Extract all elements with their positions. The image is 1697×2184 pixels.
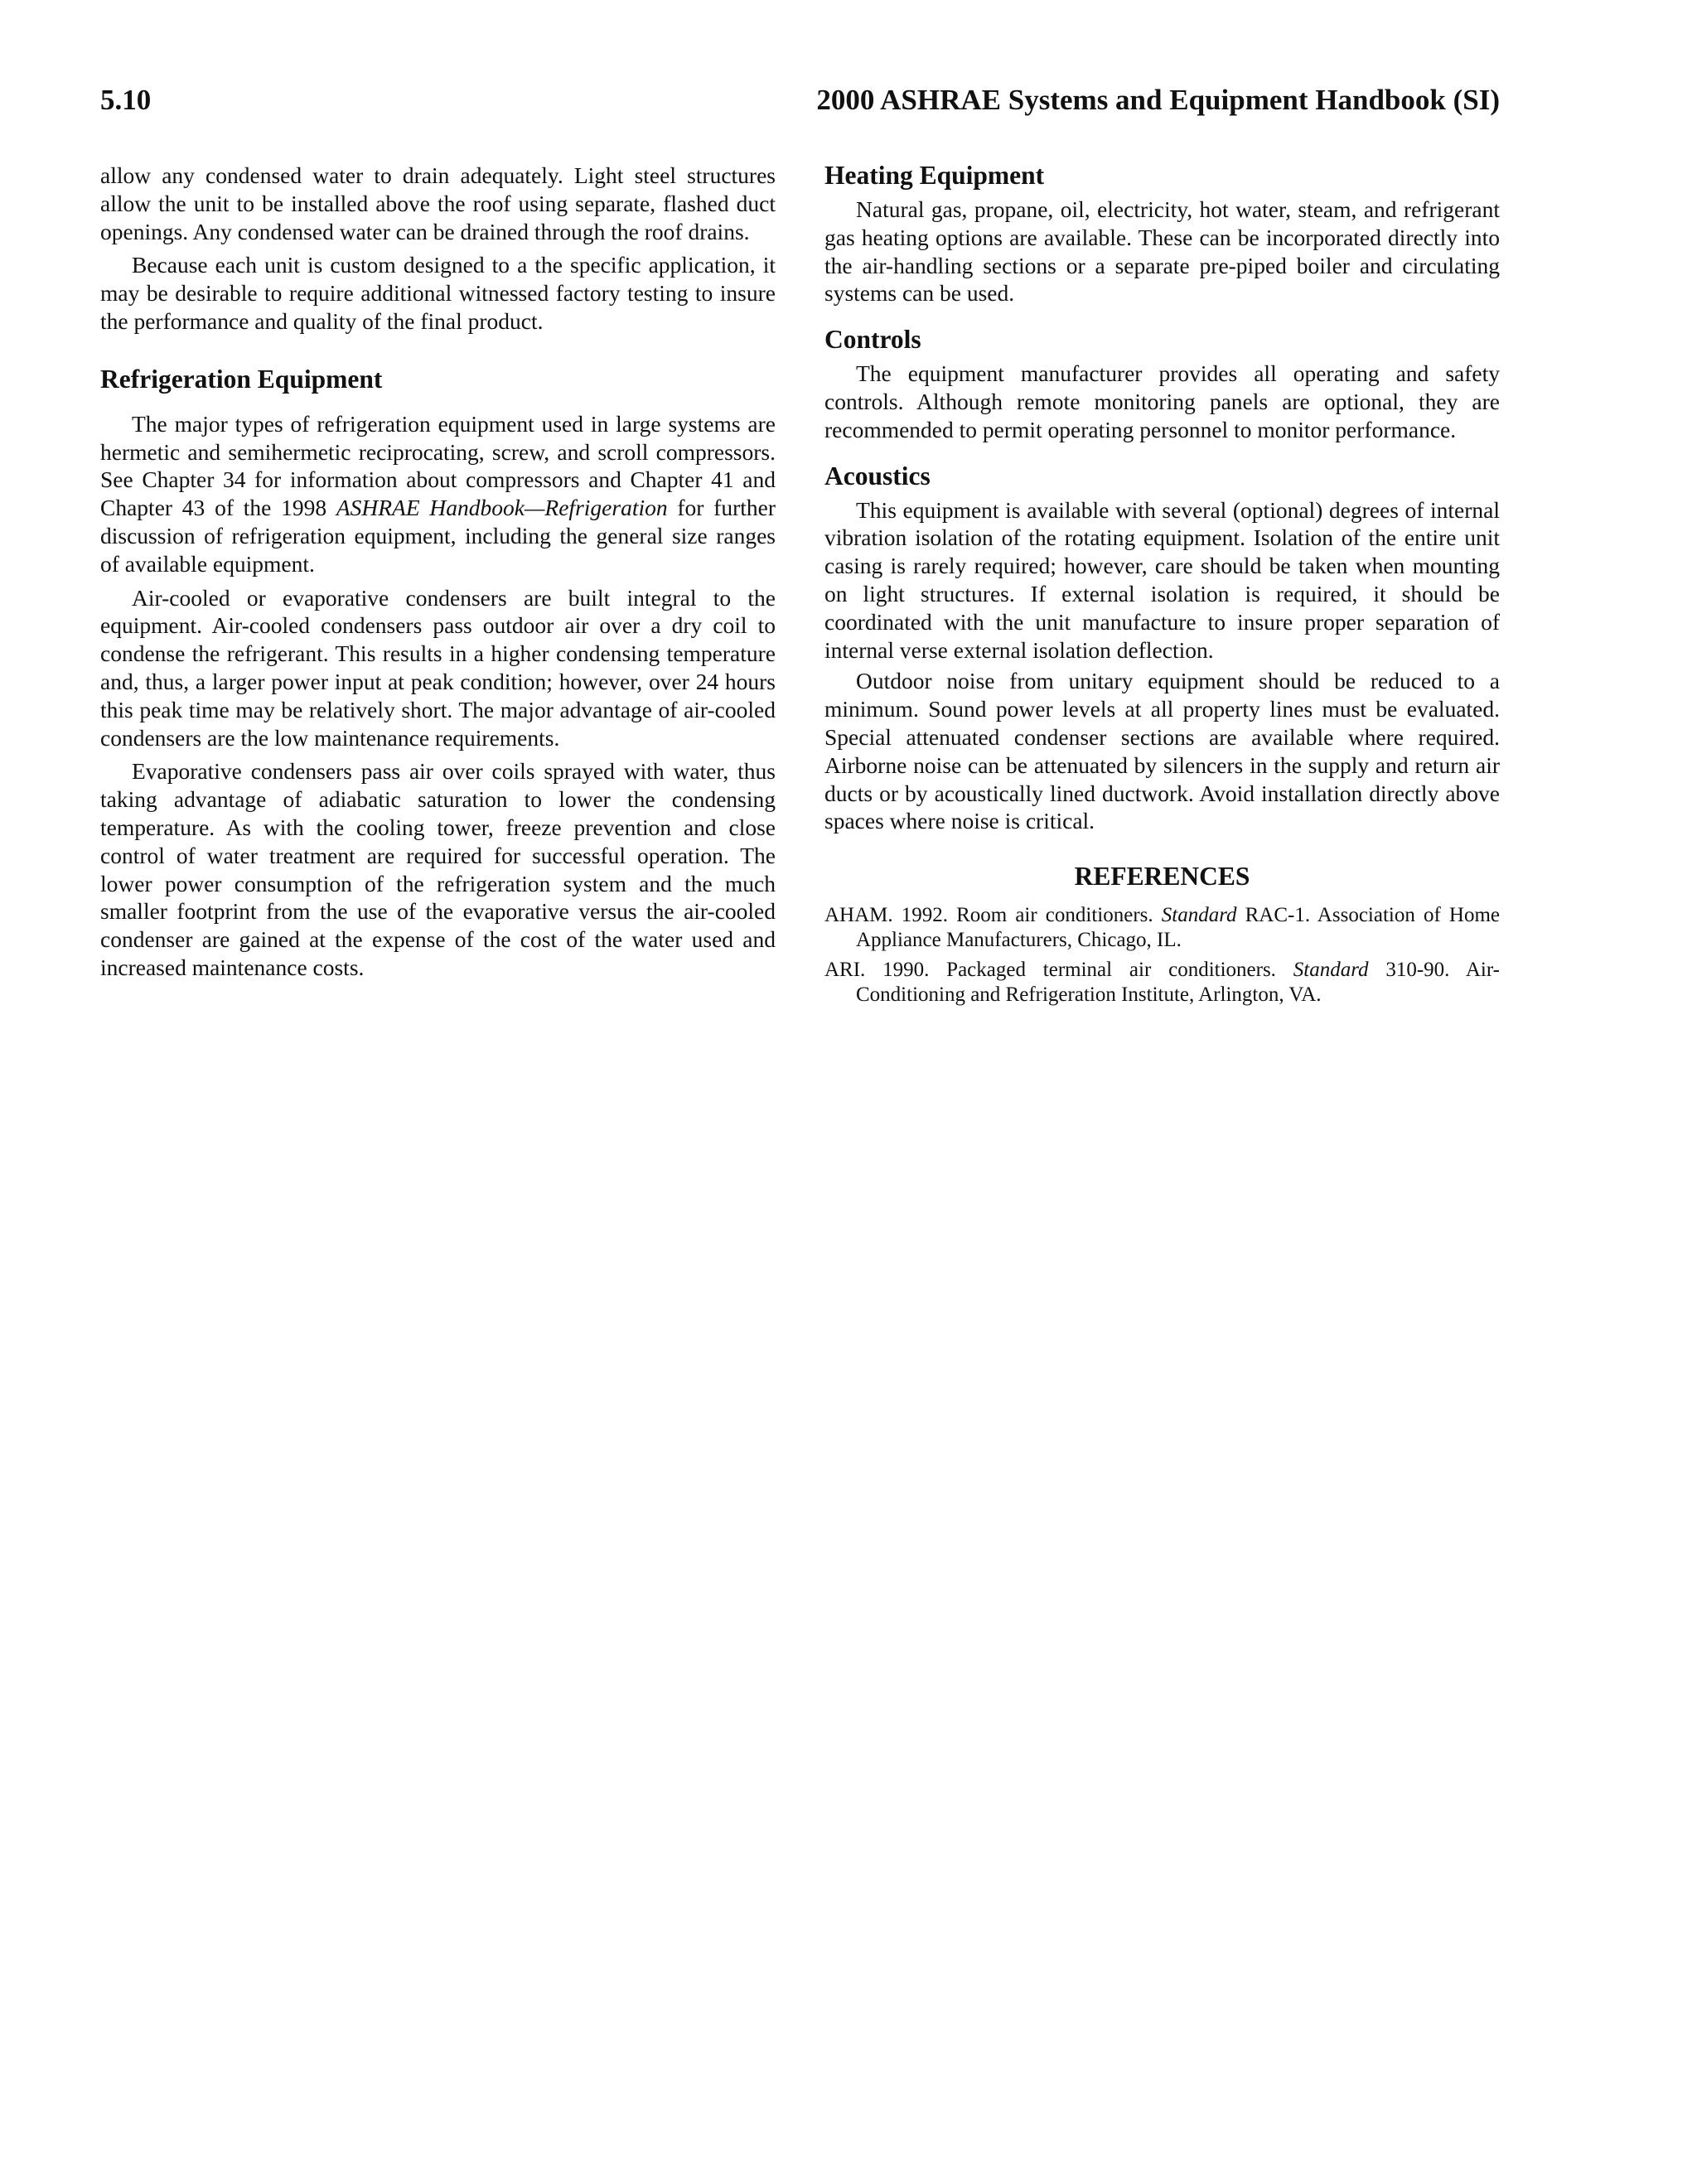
reference-text: AHAM. 1992. Room air conditioners. [824, 904, 1162, 927]
reference-italic: Standard [1293, 959, 1369, 982]
heading-acoustics: Acoustics [824, 461, 931, 490]
heading-heating-equipment: Heating Equipment [824, 161, 1045, 190]
paragraph-heating: Natural gas, propane, oil, electricity, hot water, steam, and refrigerant gas heating options are available. These can be incorporated directly into the air-handling sections or a separate pre-piped boiler and circulating systems can be used. [824, 196, 1500, 307]
refrigeration-text-part2: for further discussion of refrigeration equipment, including the general size ranges of available equipment. [100, 495, 776, 577]
paragraph-refrigeration-types [100, 410, 776, 578]
paragraph-custom-design: Because each unit is custom designed to a the specific application, it may be desirable to require additional witnessed factory testing to insure the performance and quality of the final product. [100, 252, 776, 334]
refrigeration-text-part1: The major types of refrigeration equipment used in large systems are hermetic and semihermetic reciprocating, screw, and scroll compressors. See Chapter 34 for information about compressors and Chapter 41 and Chapter 43 of the 1998 [100, 410, 776, 521]
reference-text: RAC-1. Association of Home Appliance Manufacturers, Chicago, IL. [856, 904, 1500, 952]
running-title: 2000 ASHRAE Systems and Equipment Handbook (SI) [816, 84, 1500, 116]
paragraph-continued: allow any condensed water to drain adequately. Light steel structures allow the unit to be installed above the roof using separate, flashed duct openings. Any condensed water can be drained through the roof drains. [100, 162, 776, 244]
reference-entry [824, 958, 1500, 1007]
handbook-title-italic: ASHRAE Handbook—Refrigeration [336, 495, 668, 521]
paragraph-acoustics-isolation: This equipment is available with several (optional) degrees of internal vibration isolation of the rotating equipment. Isolation of the entire unit casing is rarely required; however, care should be taken when mounting on light structures. If external isolation is required, it should be coordinated with the unit manufacture to insure proper separation of internal verse external isolation deflection. [824, 496, 1500, 663]
page-header [100, 83, 1500, 123]
reference-italic: Standard [1161, 904, 1237, 927]
paragraph-acoustics-noise: Outdoor noise from unitary equipment should be reduced to a minimum. Sound power levels at all property lines must be evaluated. Special attenuated condenser sections are available where required. Airborne noise can be attenuated by silencers in the supply and return air ducts or by acoustically lined ductwork. Avoid installation directly above spaces where noise is critical. [824, 668, 1500, 834]
page-number: 5.10 [100, 84, 152, 116]
reference-entry [824, 903, 1500, 953]
paragraph-air-cooled-condensers: Air-cooled or evaporative condensers are built integral to the equipment. Air-cooled condensers pass outdoor air over a dry coil to condense the refrigerant. This results in a higher condensing temperature and, thus, a larger power input at peak condition; however, over 24 hours this peak time may be relatively short. The major advantage of air-cooled condensers are the low maintenance requirements. [100, 584, 776, 751]
left-column [100, 162, 776, 982]
right-column [824, 162, 1500, 1007]
paragraph-controls: The equipment manufacturer provides all operating and safety controls. Although remote monitoring panels are optional, they are recommended to permit operating personnel to monitor performance. [824, 360, 1500, 442]
heading-controls: Controls [824, 325, 921, 355]
heading-refrigeration-equipment: Refrigeration Equipment [100, 364, 383, 394]
paragraph-evaporative-condensers: Evaporative condensers pass air over coils sprayed with water, thus taking advantage of adiabatic saturation to lower the condensing temperature. As with the cooling tower, freeze prevention and close control of water treatment are required for successful operation. The lower power consumption of the refrigeration system and the much smaller footprint from the use of the evaporative versus the air-cooled condenser are gained at the expense of the cost of the water used and increased maintenance costs. [100, 758, 776, 980]
heading-references: REFERENCES [1074, 862, 1250, 891]
reference-text: 310-90. Air-Conditioning and Refrigeration Institute, Arlington, VA. [856, 959, 1500, 1007]
reference-text: ARI. 1990. Packaged terminal air conditioners. [824, 959, 1293, 982]
